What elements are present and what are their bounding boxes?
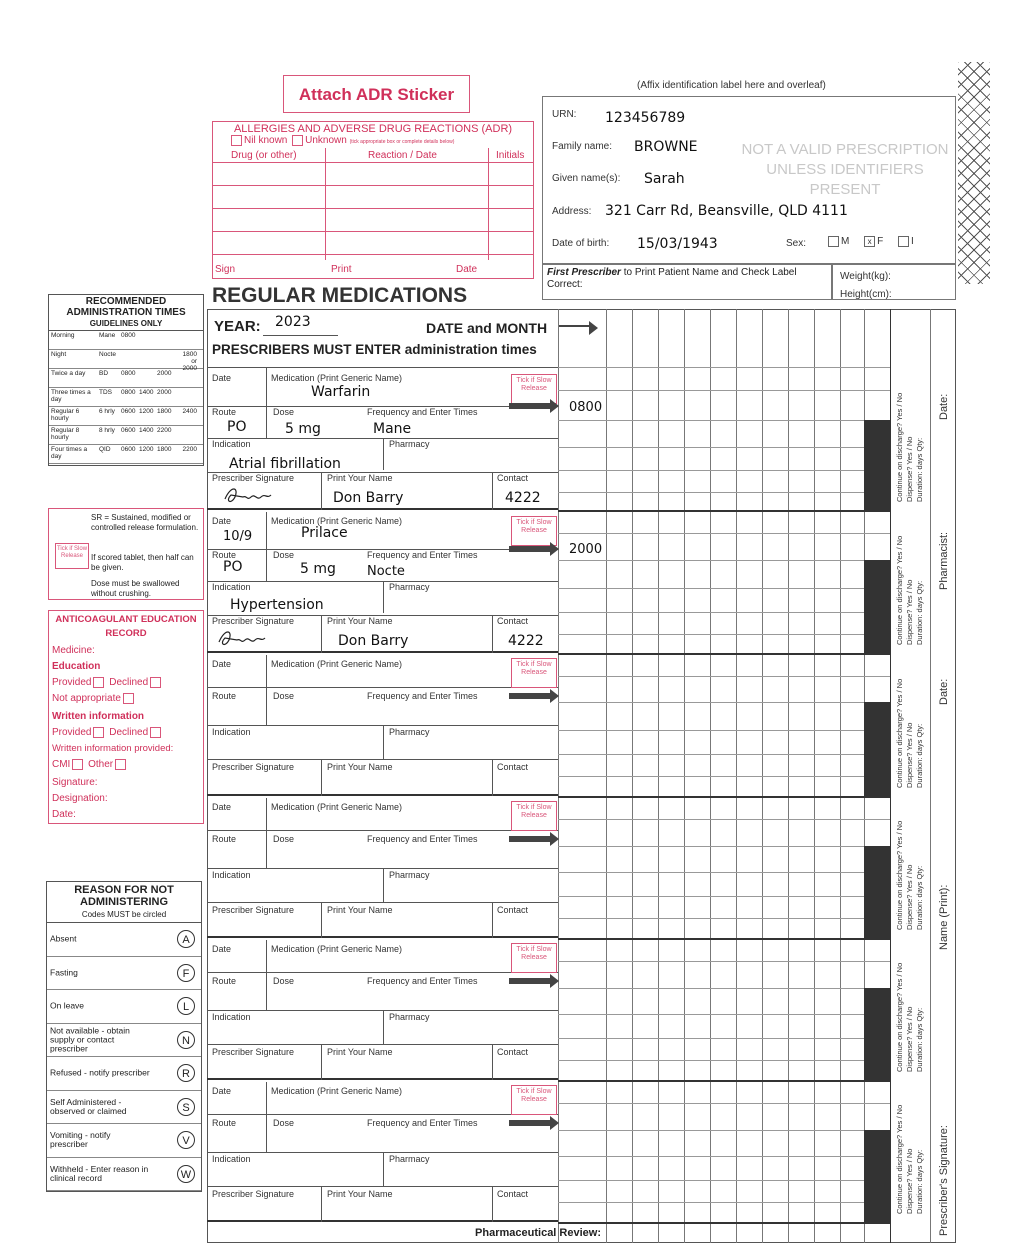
contact-value: 4222: [508, 633, 544, 649]
family-name-label: Family name:: [552, 141, 613, 152]
medication-label: Medication (Print Generic Name): [271, 516, 403, 526]
recommended-cell: 0800: [121, 332, 136, 339]
date-value: 10/9: [223, 529, 253, 544]
indication-label: Indication: [212, 870, 251, 880]
reason-code[interactable]: L: [177, 997, 195, 1015]
frequency-label: Frequency and Enter Times: [367, 834, 478, 844]
adr-print-label: Print: [331, 264, 352, 275]
first-prescriber-box: [542, 264, 832, 300]
prescriber-signature-label: Prescriber Signature: [212, 762, 295, 772]
discharge-duration-3: Duration: days Qty:: [915, 723, 924, 788]
sex-i-checkbox[interactable]: [898, 236, 909, 247]
medication-block-6: [207, 1082, 558, 1222]
indication-label: Indication: [212, 1154, 251, 1164]
discharge-dispense-3: Dispense? Yes / No: [905, 722, 914, 788]
date-label: Date: [212, 944, 232, 954]
admin-time-value: 0800: [569, 400, 603, 415]
recommended-cell: 2000: [157, 370, 172, 377]
recommended-cell: 6 hrly: [99, 408, 115, 415]
anticoag-education-options: Provided Declined: [52, 677, 163, 688]
nil-known-label: Nil known: [244, 135, 288, 147]
year-value: 2023: [275, 314, 311, 330]
contact-value: 4222: [505, 490, 541, 506]
frequency-label: Frequency and Enter Times: [367, 1118, 478, 1128]
dose-value: 5 mg: [285, 421, 321, 437]
dose-label: Dose: [273, 407, 295, 417]
anticoagulant-record: [48, 610, 204, 824]
reason-code[interactable]: V: [177, 1131, 195, 1149]
reason-code[interactable]: S: [177, 1098, 195, 1116]
recommended-cell: TDS: [99, 389, 112, 396]
date-label: Date: [212, 802, 232, 812]
reason-label: Not available - obtain supply or contact prescriber: [50, 1025, 130, 1054]
reason-code[interactable]: W: [177, 1165, 195, 1183]
reason-row: [47, 1124, 201, 1158]
slow-release-tickbox[interactable]: Tick if Slow Release: [511, 1085, 557, 1115]
prescriber-signature: [221, 483, 281, 507]
recommended-cell: Nocte: [99, 351, 116, 358]
family-name-value: BROWNE: [634, 139, 698, 155]
reason-row: [47, 990, 201, 1024]
sr-info-box: [48, 508, 204, 600]
prescriber-name-value: Don Barry: [338, 633, 409, 649]
discharge-duration-1: Duration: days Qty:: [915, 437, 924, 502]
recommended-cell: 1200: [139, 408, 154, 415]
height-label: Height(cm):: [840, 289, 892, 300]
route-label: Route: [212, 691, 237, 701]
not-valid-watermark: NOT A VALID PRESCRIPTION UNLESS IDENTIFIERS PRESENT: [741, 141, 949, 198]
adr-heading: ALLERGIES AND ADVERSE DRUG REACTIONS (ADR): [233, 123, 513, 135]
adr-date-label: Date: [456, 264, 478, 275]
medication-label: Medication (Print Generic Name): [271, 373, 403, 383]
prescriber-date-label: Date:: [938, 678, 950, 705]
reason-row: [47, 1091, 201, 1125]
sex-label: Sex:: [786, 238, 807, 249]
first-prescriber-instruction: to Print Patient Name and Check Label Correct:: [547, 267, 797, 290]
unknown-label: Unknown: [305, 135, 347, 147]
frequency-label: Frequency and Enter Times: [367, 976, 478, 986]
prescriber-signature-label: Prescriber Signature: [212, 1047, 295, 1057]
dob-value: 15/03/1943: [637, 236, 718, 252]
anticoag-not-appropriate: Not appropriate: [52, 693, 136, 704]
prescriber-signature-right-label: Prescriber's Signature:: [938, 1125, 950, 1236]
nil-known-checkbox[interactable]: [231, 135, 242, 146]
pharmacy-label: Pharmacy: [389, 439, 430, 449]
discharge-duration-2: Duration: days Qty:: [915, 580, 924, 645]
recommended-row: [49, 388, 203, 407]
address-value: 321 Carr Rd, Beansville, QLD 4111: [605, 203, 848, 219]
discharge-continue-5: Continue on discharge? Yes / No: [895, 962, 904, 1072]
route-label: Route: [212, 834, 237, 844]
frequency-label: Frequency and Enter Times: [367, 691, 478, 701]
dose-label: Dose: [273, 691, 295, 701]
sex-f-checkbox[interactable]: x: [864, 236, 875, 247]
indication-label: Indication: [212, 582, 251, 592]
route-label: Route: [212, 1118, 237, 1128]
recommended-cell: 1800: [157, 408, 172, 415]
indication-value: Hypertension: [230, 597, 324, 613]
education-declined-checkbox[interactable]: [150, 677, 161, 688]
recommended-row: [49, 331, 203, 350]
medication-label: Medication (Print Generic Name): [271, 802, 403, 812]
print-name-label: Print Your Name: [327, 905, 393, 915]
indication-value: Atrial fibrillation: [229, 456, 341, 472]
education-provided-checkbox[interactable]: [93, 677, 104, 688]
slow-release-tickbox[interactable]: Tick if Slow Release: [511, 801, 557, 831]
indication-label: Indication: [212, 727, 251, 737]
times-arrow: [509, 978, 551, 984]
contact-label: Contact: [497, 473, 529, 483]
slow-release-tickbox[interactable]: Tick if Slow Release: [511, 658, 557, 688]
contact-label: Contact: [497, 905, 529, 915]
reason-code[interactable]: N: [177, 1031, 195, 1049]
medication-label: Medication (Print Generic Name): [271, 1086, 403, 1096]
page-title: REGULAR MEDICATIONS: [212, 284, 468, 307]
prescriber-name-value: Don Barry: [333, 490, 404, 506]
recommended-cell: 2000: [157, 389, 172, 396]
discharge-dispense-4: Dispense? Yes / No: [905, 864, 914, 930]
dose-label: Dose: [273, 976, 295, 986]
dose-label: Dose: [273, 1118, 295, 1128]
reason-title: REASON FOR NOT ADMINISTERING: [74, 884, 174, 908]
dose-label: Dose: [273, 550, 295, 560]
cmi-checkbox[interactable]: [72, 759, 83, 770]
adr-sticker-box: Attach ADR Sticker: [283, 75, 470, 113]
times-arrow: [509, 403, 551, 409]
print-name-label: Print Your Name: [327, 762, 393, 772]
urn-label: URN:: [552, 109, 577, 120]
year-label: YEAR:: [214, 318, 261, 335]
print-name-label: Print Your Name: [327, 616, 393, 626]
anticoag-medicine-label: Medicine:: [52, 645, 95, 656]
anticoag-written-heading: Written information: [52, 711, 145, 722]
pharmacist-date-label: Date:: [938, 393, 950, 420]
recommended-cell: Regular 6 hourly: [51, 408, 80, 422]
anticoag-education-heading: Education: [52, 661, 101, 672]
reason-row: [47, 957, 201, 991]
discharge-dispense-6: Dispense? Yes / No: [905, 1148, 914, 1214]
medication-label: Medication (Print Generic Name): [271, 944, 403, 954]
recommended-row: [49, 426, 203, 445]
recommended-cell: Regular 8 hourly: [51, 427, 80, 441]
reason-row: [47, 1057, 201, 1091]
written-provided-checkbox[interactable]: [93, 727, 104, 738]
admin-time-value: 2000: [569, 542, 603, 557]
dob-label: Date of birth:: [552, 238, 610, 249]
contact-label: Contact: [497, 1047, 529, 1057]
recommended-cell: QID: [99, 446, 111, 453]
weight-label: Weight(kg):: [840, 271, 891, 282]
reason-row: [47, 1158, 201, 1192]
recommended-cell: 1800: [157, 446, 172, 453]
written-provided-label: Written information provided:: [52, 743, 174, 754]
sex-f-label: F: [877, 236, 884, 248]
medication-block-5: [207, 940, 558, 1080]
unknown-note: (tick appropriate box or complete details below): [349, 139, 455, 146]
date-month-label: DATE and MONTH: [426, 320, 548, 336]
date-label: Date: [212, 516, 232, 526]
recommended-row: [49, 369, 203, 388]
sr-swallow-note: Dose must be swallowed without crushing.: [91, 579, 180, 598]
medication-block-4: [207, 798, 558, 938]
discharge-dispense-5: Dispense? Yes / No: [905, 1006, 914, 1072]
sr-tick-example: Tick if Slow Release: [55, 543, 89, 569]
times-arrow: [509, 693, 551, 699]
written-declined-checkbox[interactable]: [150, 727, 161, 738]
recommended-cell: Mane: [99, 332, 116, 339]
discharge-continue-4: Continue on discharge? Yes / No: [895, 820, 904, 930]
recommended-cell: Four times a day: [51, 446, 88, 460]
given-name-value: Sarah: [644, 171, 685, 187]
medication-value: Warfarin: [311, 384, 371, 400]
anticoag-signature-label: Signature:: [52, 777, 98, 788]
contact-label: Contact: [497, 762, 529, 772]
recommended-subtitle: GUIDELINES ONLY: [89, 319, 163, 328]
recommended-times-table: [48, 294, 204, 466]
anticoag-title: ANTICOAGULANT EDUCATION RECORD: [55, 614, 197, 639]
reason-row: [47, 1024, 201, 1058]
discharge-continue-1: Continue on discharge? Yes / No: [895, 392, 904, 502]
frequency-value: Mane: [373, 421, 412, 437]
recommended-cell: BD: [99, 370, 109, 377]
medication-value: Prilace: [301, 525, 348, 541]
prescriber-signature-label: Prescriber Signature: [212, 616, 295, 626]
date-month-arrow: [558, 325, 590, 327]
sex-i-label: I: [911, 236, 914, 248]
not-appropriate-checkbox[interactable]: [123, 693, 134, 704]
recommended-cell: 0800: [121, 370, 136, 377]
print-name-label: Print Your Name: [327, 1047, 393, 1057]
recommended-cell: 8 hrly: [99, 427, 115, 434]
discharge-dispense-2: Dispense? Yes / No: [905, 579, 914, 645]
reason-row: [47, 923, 201, 957]
reason-label: Withheld - Enter reason in clinical record: [50, 1163, 149, 1183]
recommended-title: RECOMMENDED ADMINISTRATION TIMES: [66, 296, 186, 318]
indication-label: Indication: [212, 1012, 251, 1022]
recommended-cell: Twice a day: [51, 370, 86, 377]
pharmacy-label: Pharmacy: [389, 1012, 430, 1022]
dose-label: Dose: [273, 834, 295, 844]
adr-col-reaction: Reaction / Date: [368, 150, 437, 161]
date-label: Date: [212, 373, 232, 383]
prescriber-name-label: Name (Print):: [938, 884, 950, 950]
slow-release-tickbox[interactable]: Tick if Slow Release: [511, 943, 557, 973]
discharge-continue-3: Continue on discharge? Yes / No: [895, 678, 904, 788]
anticoag-cmi-options: CMI Other: [52, 759, 128, 770]
slow-release-tickbox[interactable]: Tick if Slow Release: [511, 516, 557, 546]
sex-m-checkbox[interactable]: [828, 236, 839, 247]
prescriber-signature-label: Prescriber Signature: [212, 1189, 295, 1199]
medication-block-1: [207, 367, 558, 510]
recommended-cell: 0600: [121, 408, 136, 415]
discharge-continue-6: Continue on discharge? Yes / No: [895, 1104, 904, 1214]
discharge-duration-6: Duration: days Qty:: [915, 1149, 924, 1214]
times-arrow: [509, 546, 551, 552]
reason-label: Fasting: [50, 967, 78, 978]
reason-code[interactable]: F: [177, 964, 195, 982]
prescriber-signature-label: Prescriber Signature: [212, 473, 295, 483]
slow-release-tickbox[interactable]: Tick if Slow Release: [511, 374, 557, 404]
recommended-cell: 2200: [157, 427, 172, 434]
reason-code[interactable]: R: [177, 1064, 195, 1082]
pharmaceutical-review-label: Pharmaceutical Review:: [475, 1227, 601, 1239]
pharmacy-label: Pharmacy: [389, 1154, 430, 1164]
discharge-duration-5: Duration: days Qty:: [915, 1007, 924, 1072]
contact-label: Contact: [497, 616, 529, 626]
print-name-label: Print Your Name: [327, 473, 393, 483]
prescriber-signature-label: Prescriber Signature: [212, 905, 295, 915]
reason-label: Vomiting - notify prescriber: [50, 1130, 111, 1150]
address-label: Address:: [552, 206, 592, 217]
adr-col-initials: Initials: [496, 150, 525, 161]
times-arrow: [509, 1120, 551, 1126]
route-value: PO: [227, 419, 247, 435]
pharmacist-label: Pharmacist:: [938, 531, 950, 590]
route-value: PO: [223, 559, 243, 575]
sex-m-label: M: [841, 236, 850, 248]
reason-label: Absent: [50, 933, 77, 944]
adr-options: [229, 135, 454, 146]
discharge-dispense-1: Dispense? Yes / No: [905, 436, 914, 502]
recommended-row: [49, 445, 203, 464]
pharmacy-label: Pharmacy: [389, 727, 430, 737]
recommended-cell: Night: [51, 351, 67, 358]
reason-label: Refused - notify prescriber: [50, 1067, 150, 1078]
route-label: Route: [212, 550, 237, 560]
prescribers-instruction: PRESCRIBERS MUST ENTER administration times: [212, 342, 537, 357]
frequency-label: Frequency and Enter Times: [367, 550, 478, 560]
print-name-label: Print Your Name: [327, 1189, 393, 1199]
first-prescriber-label: First Prescriber: [547, 267, 621, 278]
recommended-row: [49, 350, 203, 372]
recommended-cell: 1400: [139, 389, 154, 396]
anticoag-written-options: Provided Declined: [52, 727, 163, 738]
indication-label: Indication: [212, 439, 251, 449]
recommended-cell: 0600: [121, 427, 136, 434]
reason-subtitle: Codes MUST be circled: [81, 910, 167, 919]
adr-table: [212, 121, 534, 279]
sr-scored-note: If scored tablet, then half can be given.: [91, 553, 194, 572]
unknown-checkbox[interactable]: [292, 135, 303, 146]
crosshatch-margin: [958, 62, 990, 284]
medication-block-2: [207, 512, 558, 653]
other-checkbox[interactable]: [115, 759, 126, 770]
recommended-cell: 0600: [121, 446, 136, 453]
urn-value: 123456789: [605, 110, 686, 126]
sr-definition: SR = Sustained, modified or controlled release formulation.: [91, 513, 199, 532]
discharge-continue-2: Continue on discharge? Yes / No: [895, 535, 904, 645]
recommended-cell: 0800: [121, 389, 136, 396]
prescriber-signature: [215, 626, 275, 650]
affix-label-note: (Affix identification label here and overleaf): [637, 80, 826, 91]
given-name-label: Given name(s):: [552, 173, 621, 184]
contact-label: Contact: [497, 1189, 529, 1199]
date-label: Date: [212, 1086, 232, 1096]
adr-sign-label: Sign: [215, 264, 236, 275]
recommended-cell: 1400: [139, 427, 154, 434]
medication-label: Medication (Print Generic Name): [271, 659, 403, 669]
pharmacy-label: Pharmacy: [389, 582, 430, 592]
sex-options: [826, 236, 914, 247]
frequency-label: Frequency and Enter Times: [367, 407, 478, 417]
route-label: Route: [212, 976, 237, 986]
reason-label: On leave: [50, 1000, 85, 1011]
reason-not-administering: [46, 881, 202, 1192]
date-label: Date: [212, 659, 232, 669]
discharge-duration-4: Duration: days Qty:: [915, 865, 924, 930]
frequency-value: Nocte: [367, 564, 405, 579]
recommended-cell: Three times a day: [51, 389, 91, 403]
recommended-cell: 1200: [139, 446, 154, 453]
recommended-row: [49, 407, 203, 426]
times-arrow: [509, 836, 551, 842]
anticoag-designation-label: Designation:: [52, 793, 108, 804]
dose-value: 5 mg: [300, 561, 336, 577]
recommended-cell: Morning: [51, 332, 75, 339]
recommended-cell: 2400: [182, 408, 197, 415]
reason-code[interactable]: A: [177, 930, 195, 948]
anticoag-date-label: Date:: [52, 809, 76, 820]
reason-label: Self Administered - observed or claimed: [50, 1096, 127, 1116]
adr-col-drug: Drug (or other): [231, 150, 297, 161]
recommended-cell: 1800 or 2000: [182, 351, 197, 372]
medication-block-3: [207, 655, 558, 796]
pharmacy-label: Pharmacy: [389, 870, 430, 880]
route-label: Route: [212, 407, 237, 417]
recommended-cell: 2200: [182, 446, 197, 453]
